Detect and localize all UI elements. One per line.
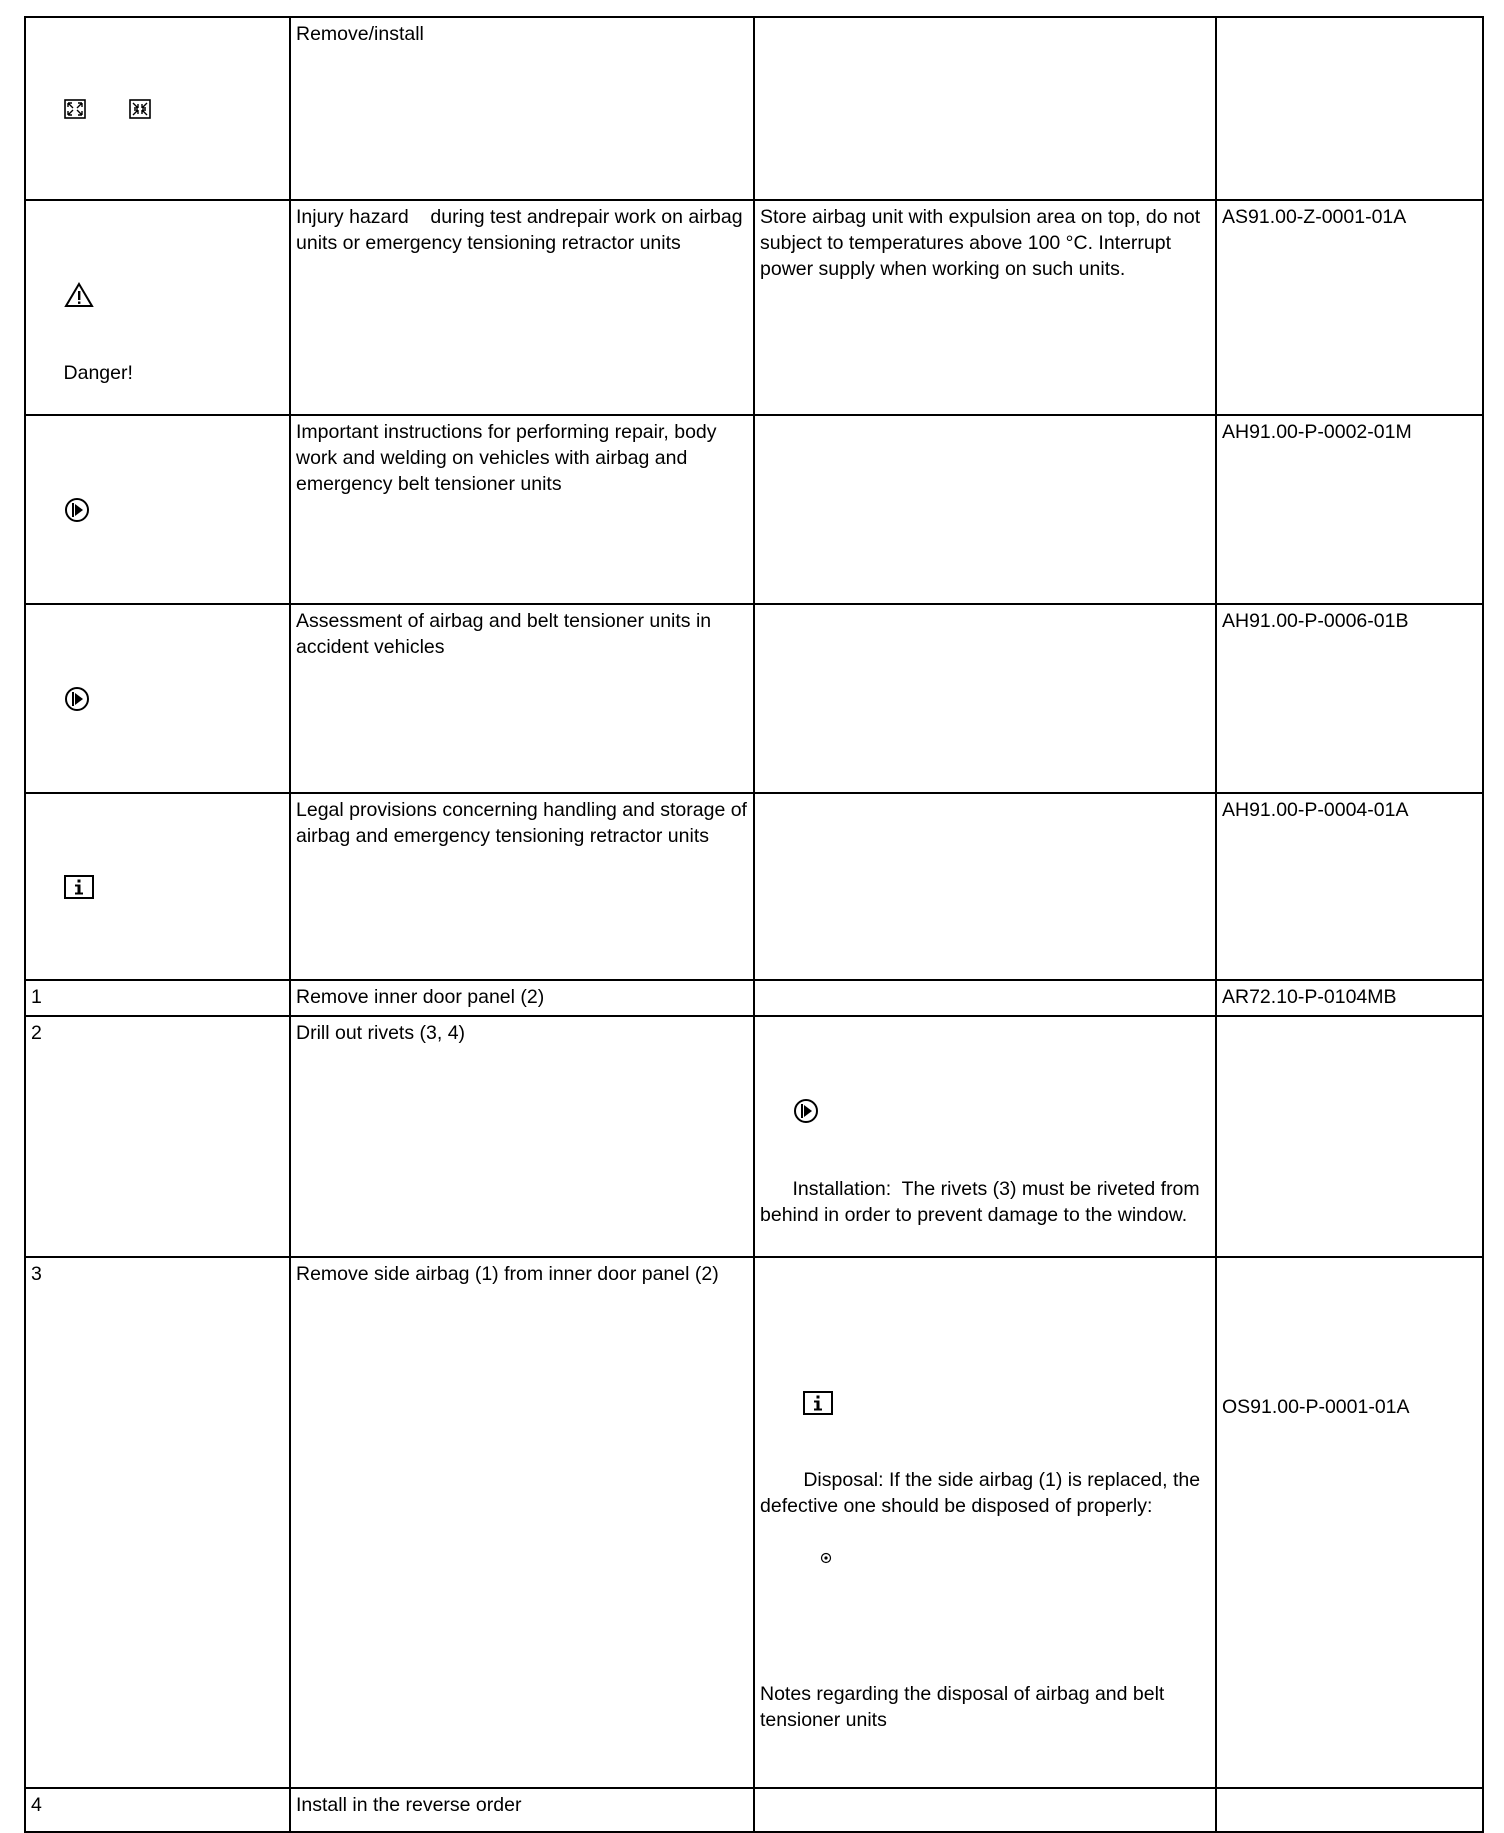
info-icon (64, 823, 107, 951)
row-text: Assessment of airbag and belt tensioner units in accident vehicles (290, 604, 754, 793)
header-title: Remove/install (290, 17, 754, 200)
row-note (754, 604, 1216, 793)
procedure-table (24, 16, 1484, 1833)
header-empty-cell (1216, 17, 1483, 200)
row-text: Drill out rivets (3, 4) (290, 1016, 754, 1257)
step-number: 2 (25, 1016, 290, 1257)
row-text: Remove inner door panel (2) (290, 980, 754, 1016)
row-ref-link[interactable]: AS91.00-Z-0001-01A (1216, 200, 1483, 415)
row-text: Remove side airbag (1) from inner door panel (2) (290, 1257, 754, 1788)
row-note: Store airbag unit with expulsion area on top, do not subject to temperatures above 100 °C. Interrupt power supply when working on such units. (754, 200, 1216, 415)
instruction-circle-icon (64, 445, 107, 575)
table-row (25, 604, 1483, 793)
row-note (754, 1788, 1216, 1832)
danger-cell (25, 200, 290, 415)
instruction-circle-icon (64, 634, 107, 764)
row-ref-link[interactable]: AH91.00-P-0002-01M (1216, 415, 1483, 604)
table-row (25, 200, 1483, 415)
header-empty-cell (754, 17, 1216, 200)
warning-triangle-icon (64, 230, 107, 360)
disposal-link-text[interactable]: Notes regarding the disposal of airbag and belt tensioner units (760, 1683, 1170, 1731)
step-number: 1 (25, 980, 290, 1016)
icon-cell (25, 604, 290, 793)
row-note-cell (754, 1016, 1216, 1257)
table-row (25, 1016, 1483, 1257)
disposal-note (760, 1313, 1212, 1623)
row-ref-link[interactable]: AR72.10-P-0104MB (1216, 980, 1483, 1016)
row-ref-link[interactable] (1216, 1788, 1483, 1832)
step-number: 4 (25, 1788, 290, 1832)
row-ref-link[interactable]: AH91.00-P-0004-01A (1216, 793, 1483, 980)
row-ref-link[interactable]: AH91.00-P-0006-01B (1216, 604, 1483, 793)
step-number: 3 (25, 1257, 290, 1788)
table-row (25, 980, 1483, 1016)
row-text: Injury hazard during test andrepair work on airbag units or emergency tensioning retractor units (290, 200, 754, 415)
table-row (25, 1788, 1483, 1832)
compress-icon[interactable] (129, 47, 172, 171)
row-ref-link[interactable]: OS91.00-P-0001-01A (1222, 1396, 1410, 1418)
instruction-circle-icon (793, 1046, 836, 1176)
row-text: Legal provisions concerning handling and storage of airbag and emergency tensioning retractor units (290, 793, 754, 980)
row-note: Installation: The rivets (3) must be riveted from behind in order to prevent damage to the window. (760, 1178, 1206, 1226)
header-icons-cell (25, 17, 290, 200)
table-header-row (25, 17, 1483, 200)
table-row (25, 793, 1483, 980)
icon-cell (25, 415, 290, 604)
disposal-note-text: Disposal: If the side airbag (1) is replaced, the defective one should be disposed of properly: (760, 1469, 1206, 1517)
recycle-icon[interactable] (766, 1519, 832, 1597)
ref-cell (1216, 1257, 1483, 1788)
table-row (25, 415, 1483, 604)
row-text: Important instructions for performing repair, body work and welding on vehicles with airbag and emergency belt tensioner units (290, 415, 754, 604)
row-ref-link[interactable] (1216, 1016, 1483, 1257)
danger-label: Danger! (63, 362, 133, 384)
icon-cell (25, 793, 290, 980)
row-note-cell (754, 1257, 1216, 1788)
expand-icon[interactable] (64, 47, 107, 171)
row-note (754, 980, 1216, 1016)
row-text: Install in the reverse order (290, 1788, 754, 1832)
info-icon (803, 1339, 857, 1467)
table-row (25, 1257, 1483, 1788)
row-note (754, 793, 1216, 980)
row-note (754, 415, 1216, 604)
